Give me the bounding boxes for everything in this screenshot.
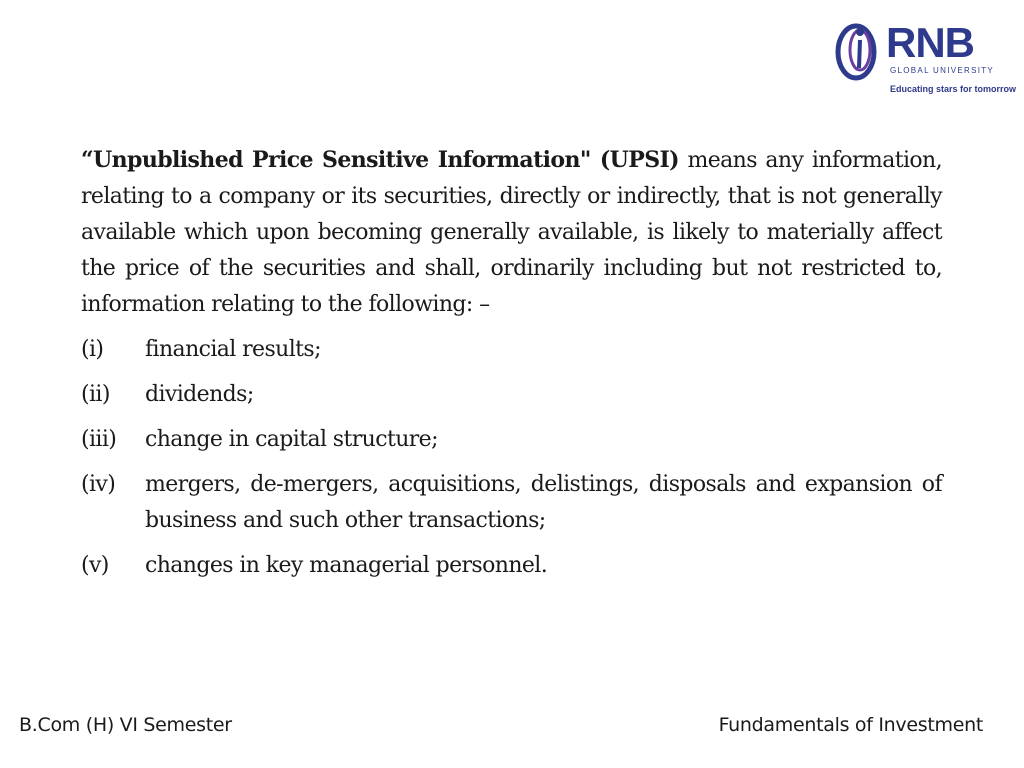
list-item-number: (i)	[81, 337, 104, 362]
slide-content	[81, 142, 942, 593]
list-item	[81, 467, 942, 539]
list-item	[81, 332, 942, 368]
logo-university-text: GLOBAL UNIVERSITY	[890, 66, 995, 75]
definition-paragraph	[81, 142, 942, 323]
defined-term: “Unpublished Price Sensitive Information" (UPSI)	[81, 147, 679, 173]
list-item-text: change in capital structure;	[145, 427, 438, 452]
list-item	[81, 377, 942, 413]
list-item-number: (ii)	[81, 382, 110, 407]
list-item-number: (v)	[81, 553, 109, 578]
list-item-number: (iv)	[81, 472, 116, 497]
list-item-text: mergers, de-mergers, acquisitions, delistings, disposals and expansion of business and such other transactions;	[145, 472, 942, 533]
list-item-text: financial results;	[145, 337, 321, 362]
list-item-number: (iii)	[81, 427, 117, 452]
footer-course: B.Com (H) VI Semester	[19, 714, 232, 736]
list-item	[81, 422, 942, 458]
footer-subject: Fundamentals of Investment	[718, 714, 983, 736]
logo-emblem-icon	[834, 20, 884, 82]
list-item-text: dividends;	[145, 382, 254, 407]
logo-tagline: Educating stars for tomorrow	[890, 84, 1017, 94]
definition-text: means any information, relating to a company or its securities, directly or indirectly, that is not generally available which upon becoming generally available, is likely to materially affect the price of the securities and shall, ordinarily including but not restricted to, information relating to the following: –	[81, 148, 942, 317]
list-item-text: changes in key managerial personnel.	[145, 553, 548, 578]
university-logo	[834, 19, 1017, 102]
logo-brand-text: RNB	[886, 19, 974, 66]
list-item	[81, 548, 942, 584]
